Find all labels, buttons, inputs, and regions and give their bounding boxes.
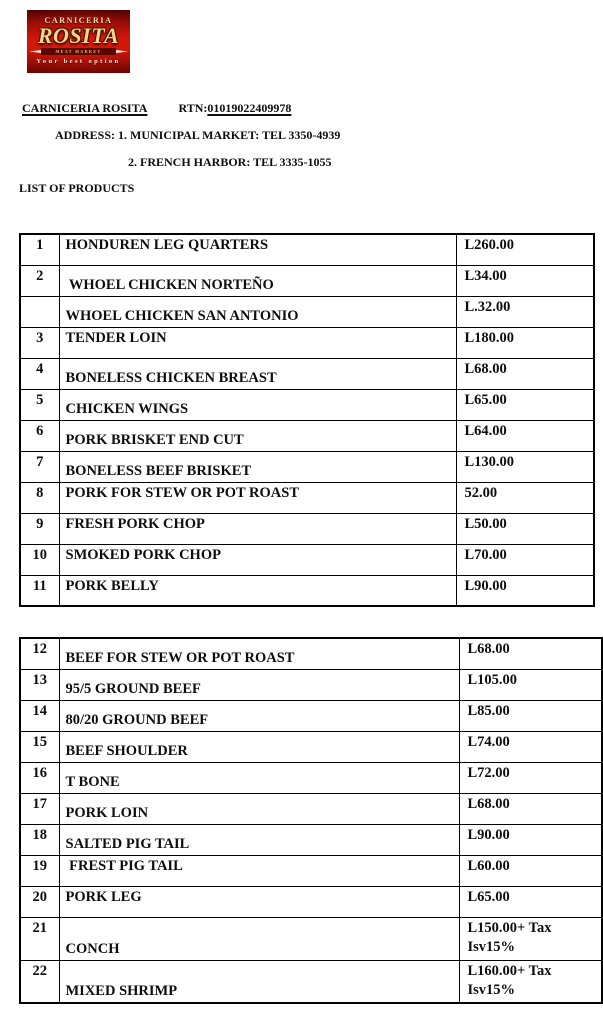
product-row xyxy=(20,886,602,917)
product-name-cell: PORK BELLY xyxy=(59,575,456,606)
price-value: L68.00 xyxy=(467,641,510,657)
price-cell xyxy=(459,762,602,793)
logo-ribbon-text: MEAT MARKET xyxy=(55,49,102,54)
price-cell xyxy=(456,575,594,606)
row-number-cell: 2 xyxy=(20,265,59,296)
rtn-label: RTN: xyxy=(178,101,208,115)
price-value: L130.00 xyxy=(464,453,515,470)
row-number-cell: 5 xyxy=(20,389,59,420)
product-row xyxy=(20,575,594,606)
price-cell xyxy=(459,700,602,731)
price-cell xyxy=(456,451,594,482)
price-cell xyxy=(459,855,602,886)
row-number-cell: 10 xyxy=(20,544,59,575)
product-name-cell: 95/5 GROUND BEEF xyxy=(59,669,459,700)
price-cell xyxy=(456,296,594,327)
product-row xyxy=(20,731,602,762)
product-row xyxy=(20,917,602,960)
product-name-cell: BEEF SHOULDER xyxy=(59,731,459,762)
row-number-cell: 3 xyxy=(20,327,59,358)
row-number-cell: 15 xyxy=(20,731,59,762)
product-name-cell: PORK LEG xyxy=(59,886,459,917)
price-cell xyxy=(456,482,594,513)
row-number-cell: 6 xyxy=(20,420,59,451)
product-row xyxy=(20,544,594,575)
product-name-cell: CONCH xyxy=(59,917,459,960)
row-number-cell: 12 xyxy=(20,638,59,669)
rtn-value: 01019022409978 xyxy=(207,101,292,115)
price-cell xyxy=(459,669,602,700)
price-value: L64.00 xyxy=(464,422,507,439)
product-row xyxy=(20,960,602,1003)
product-row xyxy=(20,700,602,731)
product-row xyxy=(20,358,594,389)
product-name-cell: FREST PIG TAIL xyxy=(59,855,459,886)
price-cell xyxy=(456,358,594,389)
product-name-cell: TENDER LOIN xyxy=(59,327,456,358)
price-value: L160.00+ Tax xyxy=(467,962,552,979)
price-cell xyxy=(459,960,602,1003)
product-name-cell: SMOKED PORK CHOP xyxy=(59,544,456,575)
product-name-cell: PORK BRISKET END CUT xyxy=(59,420,456,451)
price-value: 52.00 xyxy=(464,484,498,501)
product-row xyxy=(20,389,594,420)
logo-tagline: Your best option xyxy=(36,58,121,65)
product-row xyxy=(20,296,594,327)
product-name-cell: FRESH PORK CHOP xyxy=(59,513,456,544)
logo-rosita-text: ROSITA xyxy=(37,23,120,48)
price-value: L65.00 xyxy=(464,391,507,408)
row-number-cell: 20 xyxy=(20,886,59,917)
business-name: CARNICERIA ROSITA xyxy=(22,101,148,115)
product-row xyxy=(20,669,602,700)
price-cell xyxy=(456,265,594,296)
price-value: L180.00 xyxy=(464,329,515,346)
price-cell xyxy=(456,513,594,544)
price-value: L72.00 xyxy=(467,764,510,781)
price-value: L90.00 xyxy=(464,577,507,594)
product-name-cell: BONELESS BEEF BRISKET xyxy=(59,451,456,482)
price-value: L105.00 xyxy=(467,671,518,688)
price-cell xyxy=(459,731,602,762)
price-value: L68.00 xyxy=(464,360,507,377)
address-line-2: 2. FRENCH HARBOR: TEL 3335-1055 xyxy=(128,155,332,169)
row-number-cell: 7 xyxy=(20,451,59,482)
product-row xyxy=(20,638,602,669)
price-tax-note: Isv15% xyxy=(467,938,516,955)
product-row xyxy=(20,234,594,265)
price-cell xyxy=(459,793,602,824)
price-cell xyxy=(459,638,602,669)
product-row xyxy=(20,451,594,482)
row-number-cell xyxy=(20,296,59,327)
price-value: L60.00 xyxy=(467,857,510,874)
product-name-cell: T BONE xyxy=(59,762,459,793)
price-value: L150.00+ Tax xyxy=(467,919,552,936)
row-number-cell: 19 xyxy=(20,855,59,886)
price-cell xyxy=(456,389,594,420)
products-table-2 xyxy=(19,637,603,1004)
price-cell xyxy=(456,327,594,358)
price-tax-note: Isv15% xyxy=(467,981,516,998)
price-value: L260.00 xyxy=(464,237,515,253)
price-value: L90.00 xyxy=(467,826,510,843)
price-value: L85.00 xyxy=(467,702,510,719)
product-row xyxy=(20,762,602,793)
product-row xyxy=(20,420,594,451)
brand-logo xyxy=(27,10,130,73)
price-cell xyxy=(456,234,594,265)
product-name-cell: 80/20 GROUND BEEF xyxy=(59,700,459,731)
logo-ribbon xyxy=(41,48,116,55)
product-row xyxy=(20,855,602,886)
product-name-cell: SALTED PIG TAIL xyxy=(59,824,459,855)
product-name-cell: CHICKEN WINGS xyxy=(59,389,456,420)
row-number-cell: 1 xyxy=(20,234,59,265)
product-row xyxy=(20,482,594,513)
price-cell xyxy=(459,886,602,917)
price-value: L74.00 xyxy=(467,733,510,750)
row-number-cell: 21 xyxy=(20,917,59,960)
row-number-cell: 18 xyxy=(20,824,59,855)
products-table-1 xyxy=(19,233,595,607)
product-name-cell: PORK LOIN xyxy=(59,793,459,824)
ribbon-wing-right xyxy=(116,50,128,53)
price-value: L70.00 xyxy=(464,546,507,563)
product-row xyxy=(20,824,602,855)
row-number-cell: 14 xyxy=(20,700,59,731)
list-of-products-title: LIST OF PRODUCTS xyxy=(19,181,135,195)
row-number-cell: 8 xyxy=(20,482,59,513)
price-value: L65.00 xyxy=(467,888,510,905)
product-name-cell: BONELESS CHICKEN BREAST xyxy=(59,358,456,389)
row-number-cell: 16 xyxy=(20,762,59,793)
ribbon-wing-left xyxy=(29,50,41,53)
price-value: L.32.00 xyxy=(464,298,511,315)
price-cell xyxy=(459,824,602,855)
price-cell xyxy=(456,420,594,451)
row-number-cell: 13 xyxy=(20,669,59,700)
product-name-cell: MIXED SHRIMP xyxy=(59,960,459,1003)
logo-carniceria-text: CARNICERIA xyxy=(44,16,113,25)
product-name-cell: PORK FOR STEW OR POT ROAST xyxy=(59,482,456,513)
product-name-cell: HONDUREN LEG QUARTERS xyxy=(59,234,456,265)
header-line-business xyxy=(22,101,291,116)
price-value: L50.00 xyxy=(464,515,507,532)
product-row xyxy=(20,265,594,296)
price-cell xyxy=(456,544,594,575)
row-number-cell: 17 xyxy=(20,793,59,824)
product-name-cell: WHOEL CHICKEN SAN ANTONIO xyxy=(59,296,456,327)
product-row xyxy=(20,793,602,824)
rtn-group xyxy=(178,101,291,115)
price-value: L68.00 xyxy=(467,795,510,812)
price-value: L34.00 xyxy=(464,267,507,284)
product-row xyxy=(20,327,594,358)
row-number-cell: 22 xyxy=(20,960,59,1003)
row-number-cell: 11 xyxy=(20,575,59,606)
product-name-cell: WHOEL CHICKEN NORTEÑO xyxy=(59,265,456,296)
product-name-cell: BEEF FOR STEW OR POT ROAST xyxy=(59,638,459,669)
product-row xyxy=(20,513,594,544)
address-line-1: ADDRESS: 1. MUNICIPAL MARKET: TEL 3350-4939 xyxy=(55,128,341,142)
row-number-cell: 4 xyxy=(20,358,59,389)
row-number-cell: 9 xyxy=(20,513,59,544)
price-cell xyxy=(459,917,602,960)
